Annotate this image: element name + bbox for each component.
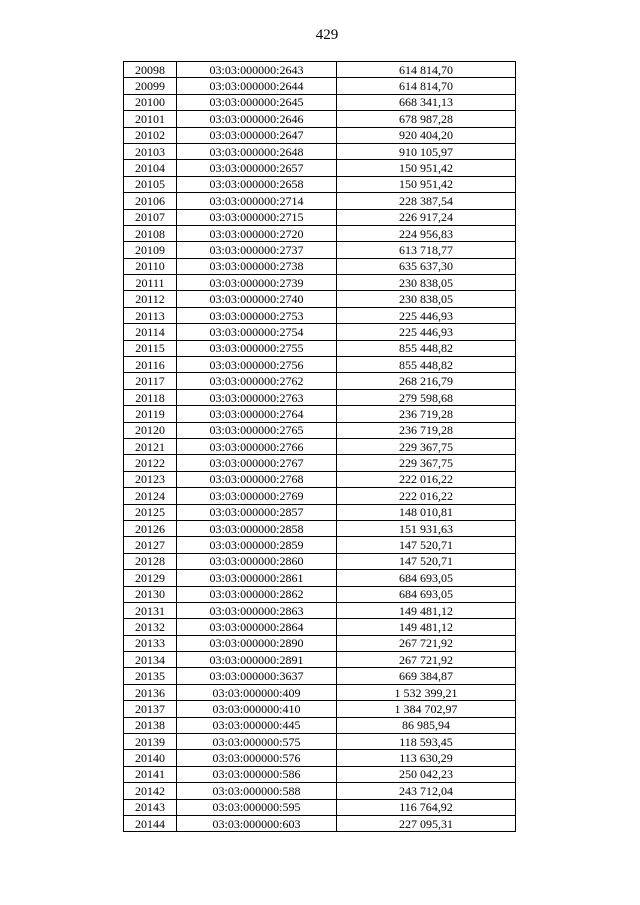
cadastral-number-cell: 03:03:000000:2646: [177, 111, 337, 127]
cadastral-number-cell: 03:03:000000:409: [177, 684, 337, 700]
table-row: [124, 471, 516, 487]
row-number-cell: 20126: [124, 520, 177, 536]
cadastral-value-cell: 1 384 702,97: [337, 701, 516, 717]
row-number-cell: 20101: [124, 111, 177, 127]
row-number-cell: 20128: [124, 553, 177, 569]
table-row: [124, 340, 516, 356]
table-row: [124, 586, 516, 602]
table-row: [124, 193, 516, 209]
table-row: [124, 537, 516, 553]
row-number-cell: 20106: [124, 193, 177, 209]
cadastral-value-cell: 224 956,83: [337, 225, 516, 241]
cadastral-value-cell: 684 693,05: [337, 586, 516, 602]
table-row: [124, 570, 516, 586]
cadastral-number-cell: 03:03:000000:2864: [177, 619, 337, 635]
cadastral-value-cell: 222 016,22: [337, 471, 516, 487]
table-row: [124, 766, 516, 782]
cadastral-number-cell: 03:03:000000:3637: [177, 668, 337, 684]
cadastral-value-cell: 113 630,29: [337, 750, 516, 766]
cadastral-value-cell: 236 719,28: [337, 422, 516, 438]
row-number-cell: 20127: [124, 537, 177, 553]
row-number-cell: 20119: [124, 406, 177, 422]
cadastral-number-cell: 03:03:000000:2740: [177, 291, 337, 307]
cadastral-number-cell: 03:03:000000:2862: [177, 586, 337, 602]
cadastral-number-cell: 03:03:000000:603: [177, 815, 337, 831]
cadastral-value-cell: 668 341,13: [337, 94, 516, 110]
table-row: [124, 160, 516, 176]
table-row: [124, 783, 516, 799]
row-number-cell: 20136: [124, 684, 177, 700]
cadastral-number-cell: 03:03:000000:2766: [177, 438, 337, 454]
table-row: [124, 242, 516, 258]
row-number-cell: 20138: [124, 717, 177, 733]
cadastral-value-cell: 86 985,94: [337, 717, 516, 733]
table-row: [124, 602, 516, 618]
cadastral-value-cell: 684 693,05: [337, 570, 516, 586]
cadastral-number-cell: 03:03:000000:410: [177, 701, 337, 717]
cadastral-value-cell: 149 481,12: [337, 619, 516, 635]
cadastral-number-cell: 03:03:000000:2769: [177, 488, 337, 504]
cadastral-number-cell: 03:03:000000:2658: [177, 176, 337, 192]
cadastral-value-cell: 118 593,45: [337, 734, 516, 750]
row-number-cell: 20122: [124, 455, 177, 471]
row-number-cell: 20112: [124, 291, 177, 307]
table-row: [124, 406, 516, 422]
row-number-cell: 20105: [124, 176, 177, 192]
row-number-cell: 20117: [124, 373, 177, 389]
cadastral-number-cell: 03:03:000000:2645: [177, 94, 337, 110]
cadastral-value-cell: 226 917,24: [337, 209, 516, 225]
row-number-cell: 20111: [124, 275, 177, 291]
row-number-cell: 20124: [124, 488, 177, 504]
cadastral-number-cell: 03:03:000000:2859: [177, 537, 337, 553]
table-row: [124, 94, 516, 110]
table-row: [124, 553, 516, 569]
cadastral-number-cell: 03:03:000000:2754: [177, 324, 337, 340]
table-row: [124, 111, 516, 127]
cadastral-number-cell: 03:03:000000:2860: [177, 553, 337, 569]
table-row: [124, 488, 516, 504]
row-number-cell: 20103: [124, 143, 177, 159]
cadastral-value-cell: 236 719,28: [337, 406, 516, 422]
row-number-cell: 20123: [124, 471, 177, 487]
row-number-cell: 20144: [124, 815, 177, 831]
table-row: [124, 668, 516, 684]
table-row: [124, 291, 516, 307]
row-number-cell: 20118: [124, 389, 177, 405]
cadastral-value-cell: 230 838,05: [337, 275, 516, 291]
cadastral-value-cell: 614 814,70: [337, 78, 516, 94]
row-number-cell: 20143: [124, 799, 177, 815]
row-number-cell: 20130: [124, 586, 177, 602]
cadastral-value-cell: 669 384,87: [337, 668, 516, 684]
cadastral-number-cell: 03:03:000000:2857: [177, 504, 337, 520]
cadastral-number-cell: 03:03:000000:2765: [177, 422, 337, 438]
table-row: [124, 324, 516, 340]
table-row: [124, 127, 516, 143]
cadastral-number-cell: 03:03:000000:2643: [177, 62, 337, 78]
table-row: [124, 307, 516, 323]
cadastral-value-cell: 250 042,23: [337, 766, 516, 782]
cadastral-value-cell: 267 721,92: [337, 635, 516, 651]
cadastral-number-cell: 03:03:000000:2648: [177, 143, 337, 159]
cadastral-value-cell: 222 016,22: [337, 488, 516, 504]
cadastral-number-cell: 03:03:000000:2764: [177, 406, 337, 422]
cadastral-number-cell: 03:03:000000:575: [177, 734, 337, 750]
table-row: [124, 455, 516, 471]
table-row: [124, 78, 516, 94]
row-number-cell: 20099: [124, 78, 177, 94]
cadastral-number-cell: 03:03:000000:2737: [177, 242, 337, 258]
cadastral-value-cell: 229 367,75: [337, 455, 516, 471]
table-row: [124, 504, 516, 520]
row-number-cell: 20137: [124, 701, 177, 717]
table-row: [124, 684, 516, 700]
cadastral-value-cell: 227 095,31: [337, 815, 516, 831]
cadastral-number-cell: 03:03:000000:2861: [177, 570, 337, 586]
row-number-cell: 20115: [124, 340, 177, 356]
row-number-cell: 20110: [124, 258, 177, 274]
cadastral-number-cell: 03:03:000000:2715: [177, 209, 337, 225]
table-row: [124, 422, 516, 438]
cadastral-value-cell: 150 951,42: [337, 176, 516, 192]
table-row: [124, 143, 516, 159]
cadastral-value-cell: 225 446,93: [337, 307, 516, 323]
cadastral-value-cell: 225 446,93: [337, 324, 516, 340]
row-number-cell: 20135: [124, 668, 177, 684]
cadastral-value-cell: 268 216,79: [337, 373, 516, 389]
table-row: [124, 520, 516, 536]
cadastral-value-table: [123, 61, 516, 832]
cadastral-value-cell: 149 481,12: [337, 602, 516, 618]
cadastral-value-cell: 279 598,68: [337, 389, 516, 405]
table-row: [124, 373, 516, 389]
cadastral-value-cell: 147 520,71: [337, 553, 516, 569]
cadastral-value-cell: 1 532 399,21: [337, 684, 516, 700]
cadastral-value-cell: 230 838,05: [337, 291, 516, 307]
cadastral-number-cell: 03:03:000000:595: [177, 799, 337, 815]
table-row: [124, 635, 516, 651]
table-row: [124, 734, 516, 750]
row-number-cell: 20100: [124, 94, 177, 110]
cadastral-value-cell: 855 448,82: [337, 357, 516, 373]
row-number-cell: 20125: [124, 504, 177, 520]
cadastral-number-cell: 03:03:000000:2738: [177, 258, 337, 274]
cadastral-number-cell: 03:03:000000:2657: [177, 160, 337, 176]
cadastral-value-cell: 614 814,70: [337, 62, 516, 78]
table-row: [124, 701, 516, 717]
table-row: [124, 717, 516, 733]
table-row: [124, 225, 516, 241]
cadastral-number-cell: 03:03:000000:586: [177, 766, 337, 782]
row-number-cell: 20121: [124, 438, 177, 454]
cadastral-value-cell: 613 718,77: [337, 242, 516, 258]
cadastral-number-cell: 03:03:000000:2767: [177, 455, 337, 471]
cadastral-number-cell: 03:03:000000:576: [177, 750, 337, 766]
cadastral-number-cell: 03:03:000000:2714: [177, 193, 337, 209]
row-number-cell: 20129: [124, 570, 177, 586]
cadastral-number-cell: 03:03:000000:2762: [177, 373, 337, 389]
cadastral-value-cell: 910 105,97: [337, 143, 516, 159]
table-row: [124, 619, 516, 635]
row-number-cell: 20133: [124, 635, 177, 651]
row-number-cell: 20134: [124, 652, 177, 668]
cadastral-number-cell: 03:03:000000:2756: [177, 357, 337, 373]
cadastral-number-cell: 03:03:000000:2755: [177, 340, 337, 356]
cadastral-value-cell: 267 721,92: [337, 652, 516, 668]
cadastral-value-cell: 147 520,71: [337, 537, 516, 553]
cadastral-value-cell: 243 712,04: [337, 783, 516, 799]
table-row: [124, 176, 516, 192]
row-number-cell: 20104: [124, 160, 177, 176]
table-row: [124, 750, 516, 766]
cadastral-value-cell: 678 987,28: [337, 111, 516, 127]
cadastral-number-cell: 03:03:000000:2858: [177, 520, 337, 536]
cadastral-number-cell: 03:03:000000:2863: [177, 602, 337, 618]
row-number-cell: 20107: [124, 209, 177, 225]
row-number-cell: 20120: [124, 422, 177, 438]
cadastral-value-cell: 855 448,82: [337, 340, 516, 356]
cadastral-value-cell: 229 367,75: [337, 438, 516, 454]
cadastral-number-cell: 03:03:000000:2720: [177, 225, 337, 241]
table-row: [124, 258, 516, 274]
table-body: [124, 62, 516, 832]
row-number-cell: 20108: [124, 225, 177, 241]
cadastral-number-cell: 03:03:000000:2763: [177, 389, 337, 405]
table-row: [124, 815, 516, 831]
table-row: [124, 799, 516, 815]
row-number-cell: 20140: [124, 750, 177, 766]
row-number-cell: 20142: [124, 783, 177, 799]
table-row: [124, 652, 516, 668]
row-number-cell: 20132: [124, 619, 177, 635]
cadastral-value-cell: 148 010,81: [337, 504, 516, 520]
row-number-cell: 20116: [124, 357, 177, 373]
row-number-cell: 20113: [124, 307, 177, 323]
cadastral-number-cell: 03:03:000000:2644: [177, 78, 337, 94]
cadastral-number-cell: 03:03:000000:2647: [177, 127, 337, 143]
cadastral-number-cell: 03:03:000000:2890: [177, 635, 337, 651]
cadastral-value-cell: 920 404,20: [337, 127, 516, 143]
cadastral-number-cell: 03:03:000000:2753: [177, 307, 337, 323]
table-row: [124, 389, 516, 405]
row-number-cell: 20109: [124, 242, 177, 258]
page-number: 429: [315, 27, 339, 43]
cadastral-value-cell: 635 637,30: [337, 258, 516, 274]
table-row: [124, 275, 516, 291]
cadastral-value-cell: 116 764,92: [337, 799, 516, 815]
row-number-cell: 20131: [124, 602, 177, 618]
cadastral-number-cell: 03:03:000000:445: [177, 717, 337, 733]
row-number-cell: 20102: [124, 127, 177, 143]
row-number-cell: 20114: [124, 324, 177, 340]
cadastral-number-cell: 03:03:000000:2768: [177, 471, 337, 487]
row-number-cell: 20141: [124, 766, 177, 782]
row-number-cell: 20098: [124, 62, 177, 78]
row-number-cell: 20139: [124, 734, 177, 750]
cadastral-number-cell: 03:03:000000:588: [177, 783, 337, 799]
cadastral-value-cell: 150 951,42: [337, 160, 516, 176]
cadastral-number-cell: 03:03:000000:2891: [177, 652, 337, 668]
table-row: [124, 357, 516, 373]
cadastral-value-cell: 228 387,54: [337, 193, 516, 209]
cadastral-value-cell: 151 931,63: [337, 520, 516, 536]
table-row: [124, 62, 516, 78]
table-row: [124, 209, 516, 225]
cadastral-number-cell: 03:03:000000:2739: [177, 275, 337, 291]
table-row: [124, 438, 516, 454]
